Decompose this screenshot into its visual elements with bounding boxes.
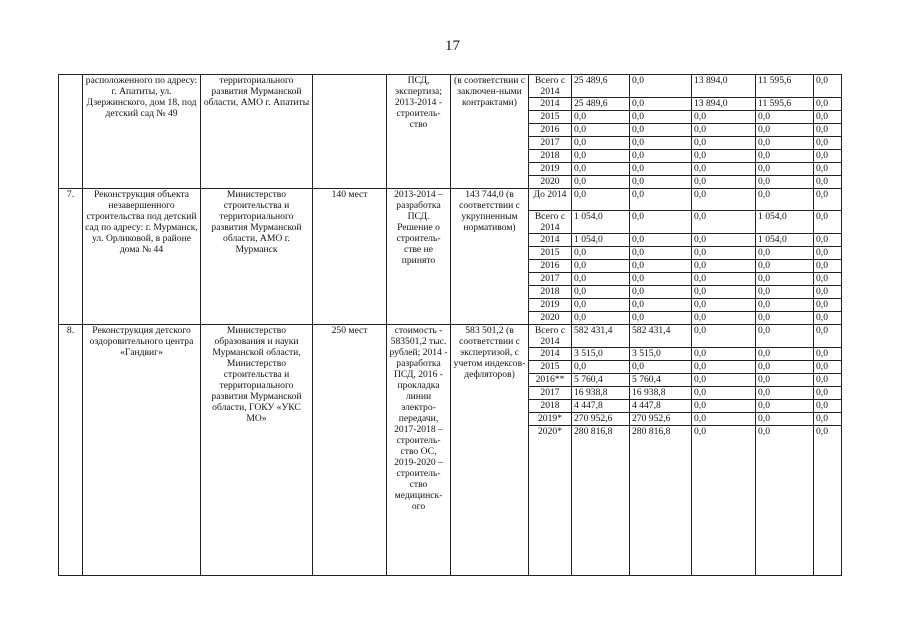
amount-cell: 0,0 (814, 312, 842, 325)
amount-cell: 582 431,4 (572, 325, 630, 348)
year-cell: Всего с 2014 (529, 325, 572, 348)
amount-cell: 0,0 (814, 273, 842, 286)
year-cell: 2015 (529, 247, 572, 260)
estimated-cost: 583 501,2 (в соответствии с экспертизой, с учетом индексов-дефляторов) (451, 325, 529, 576)
amount-cell: 0,0 (572, 163, 630, 176)
year-cell: 2016 (529, 124, 572, 137)
amount-cell: 16 938,8 (630, 387, 692, 400)
amount-cell: 0,0 (630, 98, 692, 111)
amount-cell: 0,0 (814, 189, 842, 211)
year-cell: Всего с 2014 (529, 75, 572, 98)
year-cell: 2018 (529, 150, 572, 163)
amount-cell: 0,0 (692, 260, 756, 273)
amount-cell: 0,0 (692, 312, 756, 325)
year-cell: 2019* (529, 413, 572, 426)
amount-cell: 0,0 (630, 111, 692, 124)
amount-cell: 0,0 (814, 234, 842, 247)
row-number: 7. (59, 189, 83, 325)
amount-cell: 0,0 (814, 150, 842, 163)
stage-description: ПСД, экспертиза; 2013-2014 - строитель-ство (387, 75, 451, 189)
amount-cell: 0,0 (630, 75, 692, 98)
page-number: 17 (445, 38, 460, 54)
amount-cell: 0,0 (756, 312, 814, 325)
amount-cell: 0,0 (814, 75, 842, 98)
year-cell: 2019 (529, 163, 572, 176)
amount-cell: 5 760,4 (572, 374, 630, 387)
year-cell: 2018 (529, 286, 572, 299)
table-row (59, 325, 842, 348)
amount-cell: 0,0 (814, 348, 842, 361)
amount-cell: 0,0 (630, 150, 692, 163)
amount-cell: 0,0 (692, 361, 756, 374)
amount-cell: 0,0 (756, 189, 814, 211)
year-cell: 2019 (529, 299, 572, 312)
amount-cell: 0,0 (630, 286, 692, 299)
amount-cell: 0,0 (756, 124, 814, 137)
amount-cell: 0,0 (692, 211, 756, 234)
amount-cell: 4 447,8 (630, 400, 692, 413)
capacity-value: 140 мест (313, 189, 387, 325)
amount-cell: 0,0 (756, 299, 814, 312)
amount-cell: 280 816,8 (572, 426, 630, 576)
amount-cell: 0,0 (572, 247, 630, 260)
year-cell: 2020* (529, 426, 572, 576)
amount-cell: 0,0 (756, 400, 814, 413)
object-name: Реконструкция объекта незавершенного строительства под детский сад по адресу: г. Мурманск, ул. Орликовой, в районе дома № 44 (83, 189, 201, 325)
amount-cell: 0,0 (756, 325, 814, 348)
amount-cell: 0,0 (814, 374, 842, 387)
row-number: 8. (59, 325, 83, 576)
customer-name: Министерство образования и науки Мурманской области, Министерство строительства и территориального развития Мурманской области, ГОКУ «УКС МО» (201, 325, 313, 576)
amount-cell: 0,0 (630, 260, 692, 273)
amount-cell: 0,0 (572, 150, 630, 163)
customer-name: Министерство строительства и территориального развития Мурманской области, АМО г. Мурманск (201, 189, 313, 325)
amount-cell: 0,0 (756, 426, 814, 576)
amount-cell: 0,0 (814, 361, 842, 374)
amount-cell: 0,0 (814, 400, 842, 413)
amount-cell: 0,0 (572, 312, 630, 325)
amount-cell: 0,0 (756, 361, 814, 374)
amount-cell: 13 894,0 (692, 98, 756, 111)
amount-cell: 0,0 (630, 189, 692, 211)
amount-cell: 0,0 (814, 413, 842, 426)
amount-cell: 3 515,0 (630, 348, 692, 361)
amount-cell: 0,0 (630, 273, 692, 286)
stage-description: стоимость - 583501,2 тыс. рублей; 2014 - разработка ПСД, 2016 - прокладка линии электро-передачи, 2017-2018 – строитель-ство ОС, 2019-2020 – строитель-ство медицинск-ого (387, 325, 451, 576)
amount-cell: 3 515,0 (572, 348, 630, 361)
amount-cell: 25 489,6 (572, 75, 630, 98)
amount-cell: 0,0 (814, 247, 842, 260)
amount-cell: 0,0 (814, 124, 842, 137)
year-cell: 2017 (529, 137, 572, 150)
amount-cell: 0,0 (814, 111, 842, 124)
customer-name: территориального развития Мурманской области, АМО г. Апатиты (201, 75, 313, 189)
amount-cell: 0,0 (756, 374, 814, 387)
amount-cell: 0,0 (692, 163, 756, 176)
year-cell: 2016 (529, 260, 572, 273)
amount-cell: 0,0 (630, 361, 692, 374)
amount-cell: 11 595,6 (756, 75, 814, 98)
amount-cell: 280 816,8 (630, 426, 692, 576)
amount-cell: 0,0 (630, 234, 692, 247)
year-cell: 2020 (529, 176, 572, 189)
stage-description: 2013-2014 – разработка ПСД. Решение о строитель-стве не принято (387, 189, 451, 325)
amount-cell: 0,0 (572, 286, 630, 299)
year-cell: 2014 (529, 234, 572, 247)
year-cell: 2014 (529, 348, 572, 361)
amount-cell: 16 938,8 (572, 387, 630, 400)
amount-cell: 5 760,4 (630, 374, 692, 387)
amount-cell: 0,0 (630, 137, 692, 150)
amount-cell: 0,0 (692, 189, 756, 211)
table-row (59, 189, 842, 211)
year-cell: 2014 (529, 98, 572, 111)
year-cell: 2020 (529, 312, 572, 325)
amount-cell: 1 054,0 (756, 234, 814, 247)
table-row (59, 75, 842, 98)
amount-cell: 0,0 (814, 286, 842, 299)
amount-cell: 0,0 (814, 299, 842, 312)
amount-cell: 0,0 (756, 163, 814, 176)
amount-cell: 1 054,0 (572, 211, 630, 234)
amount-cell: 0,0 (572, 111, 630, 124)
amount-cell: 1 054,0 (756, 211, 814, 234)
amount-cell: 0,0 (756, 150, 814, 163)
amount-cell: 0,0 (692, 387, 756, 400)
amount-cell: 0,0 (692, 286, 756, 299)
amount-cell: 0,0 (630, 176, 692, 189)
amount-cell: 0,0 (814, 426, 842, 576)
amount-cell: 0,0 (692, 374, 756, 387)
amount-cell: 0,0 (572, 189, 630, 211)
amount-cell: 0,0 (630, 124, 692, 137)
amount-cell: 4 447,8 (572, 400, 630, 413)
amount-cell: 0,0 (756, 348, 814, 361)
year-cell: 2015 (529, 111, 572, 124)
amount-cell: 0,0 (692, 247, 756, 260)
amount-cell: 0,0 (692, 137, 756, 150)
year-cell: 2016** (529, 374, 572, 387)
amount-cell: 0,0 (756, 176, 814, 189)
amount-cell: 0,0 (756, 137, 814, 150)
amount-cell: 0,0 (692, 150, 756, 163)
object-name: расположенного по адресу: г. Апатиты, ул. Дзержинского, дом 18, под детский сад № 49 (83, 75, 201, 189)
year-cell: Всего с 2014 (529, 211, 572, 234)
amount-cell: 0,0 (572, 137, 630, 150)
amount-cell: 0,0 (756, 413, 814, 426)
capacity-value (313, 75, 387, 189)
amount-cell: 0,0 (814, 325, 842, 348)
row-number (59, 75, 83, 189)
estimated-cost: (в соответствии с заключен-ными контрактами) (451, 75, 529, 189)
year-cell: 2015 (529, 361, 572, 374)
amount-cell: 0,0 (814, 163, 842, 176)
amount-cell: 0,0 (572, 260, 630, 273)
amount-cell: 0,0 (630, 312, 692, 325)
amount-cell: 0,0 (630, 247, 692, 260)
amount-cell: 582 431,4 (630, 325, 692, 348)
amount-cell: 0,0 (814, 137, 842, 150)
estimated-cost: 143 744,0 (в соответствии с укрупненным нормативом) (451, 189, 529, 325)
amount-cell: 0,0 (756, 111, 814, 124)
amount-cell: 0,0 (692, 299, 756, 312)
year-cell: 2017 (529, 273, 572, 286)
amount-cell: 270 952,6 (630, 413, 692, 426)
year-cell: 2018 (529, 400, 572, 413)
amount-cell: 0,0 (692, 176, 756, 189)
amount-cell: 0,0 (572, 273, 630, 286)
year-cell: До 2014 (529, 189, 572, 211)
amount-cell: 0,0 (572, 176, 630, 189)
object-name: Реконструкция детского оздоровительного центра «Гандвиг» (83, 325, 201, 576)
amount-cell: 0,0 (692, 111, 756, 124)
amount-cell: 0,0 (814, 387, 842, 400)
amount-cell: 0,0 (692, 234, 756, 247)
amount-cell: 0,0 (814, 98, 842, 111)
amount-cell: 0,0 (630, 163, 692, 176)
amount-cell: 0,0 (814, 211, 842, 234)
amount-cell: 0,0 (814, 260, 842, 273)
amount-cell: 0,0 (692, 400, 756, 413)
amount-cell: 0,0 (756, 387, 814, 400)
investment-table (58, 74, 842, 576)
amount-cell: 0,0 (814, 176, 842, 189)
amount-cell: 0,0 (692, 273, 756, 286)
amount-cell: 13 894,0 (692, 75, 756, 98)
amount-cell: 0,0 (756, 247, 814, 260)
amount-cell: 0,0 (692, 348, 756, 361)
year-cell: 2017 (529, 387, 572, 400)
amount-cell: 0,0 (572, 299, 630, 312)
amount-cell: 0,0 (756, 286, 814, 299)
amount-cell: 0,0 (692, 124, 756, 137)
amount-cell: 11 595,6 (756, 98, 814, 111)
amount-cell: 0,0 (572, 124, 630, 137)
amount-cell: 0,0 (630, 299, 692, 312)
amount-cell: 0,0 (572, 361, 630, 374)
amount-cell: 0,0 (630, 211, 692, 234)
amount-cell: 25 489,6 (572, 98, 630, 111)
amount-cell: 0,0 (692, 325, 756, 348)
amount-cell: 0,0 (756, 260, 814, 273)
amount-cell: 0,0 (756, 273, 814, 286)
amount-cell: 1 054,0 (572, 234, 630, 247)
capacity-value: 250 мест (313, 325, 387, 576)
amount-cell: 0,0 (692, 426, 756, 576)
amount-cell: 270 952,6 (572, 413, 630, 426)
amount-cell: 0,0 (692, 413, 756, 426)
